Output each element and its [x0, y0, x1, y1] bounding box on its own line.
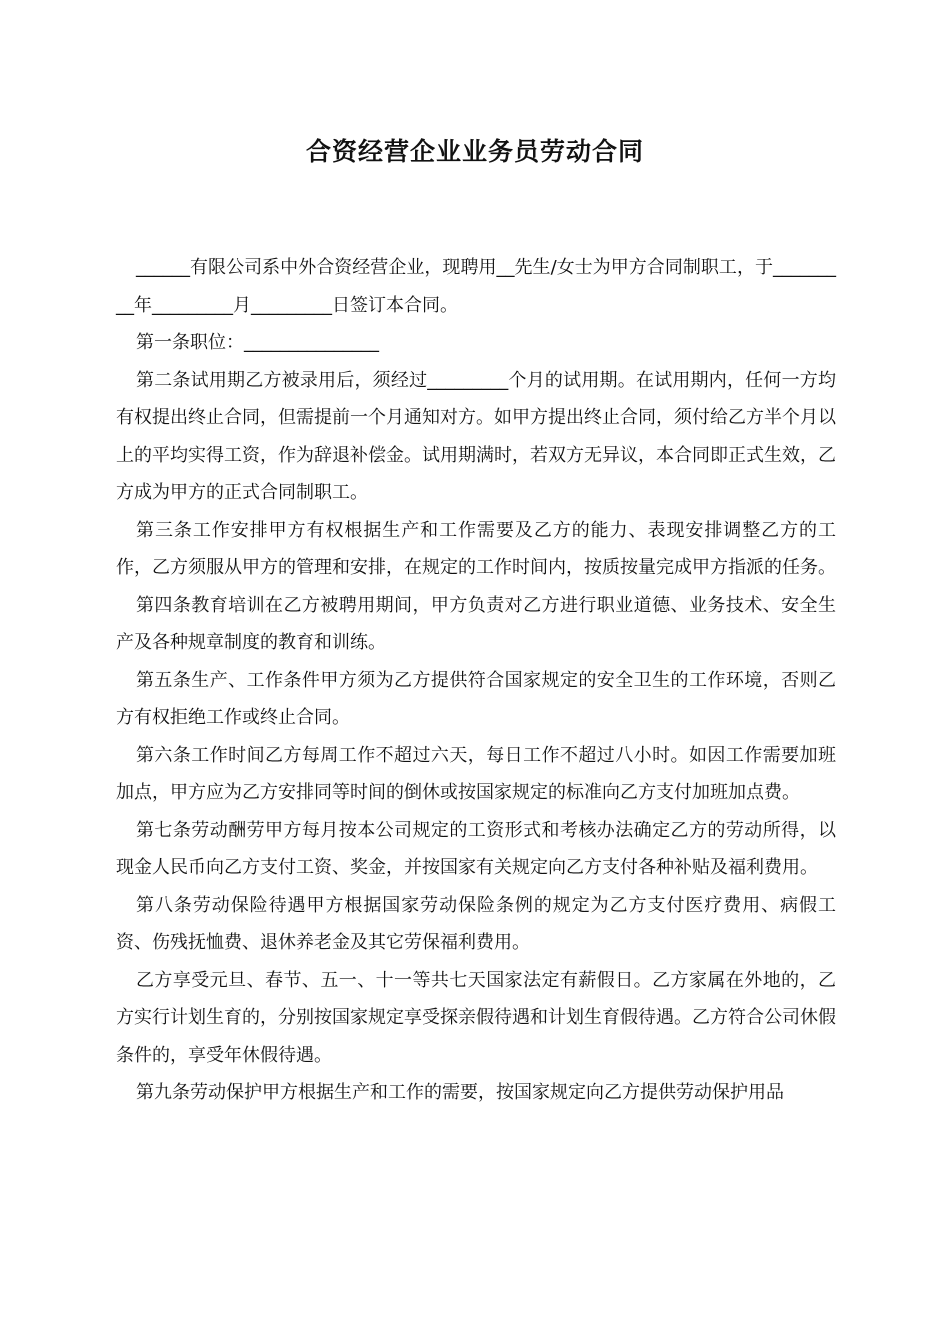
paragraph-holidays: 乙方享受元旦、春节、五一、十一等共七天国家法定有薪假日。乙方家属在外地的，乙方实行计划生育的，分别按国家规定享受探亲假待遇和计划生育假待遇。乙方符合公司休假条件的，享受年休假待遇。	[116, 969, 836, 1066]
paragraph-article-9: 第九条劳动保护甲方根据生产和工作的需要，按国家规定向乙方提供劳动保护用品	[136, 1082, 784, 1103]
document-body	[116, 249, 836, 1112]
paragraph-article-4: 第四条教育培训在乙方被聘用期间，甲方负责对乙方进行职业道德、业务技术、安全生产及各种规章制度的教育和训练。	[116, 594, 836, 653]
paragraph-article-7: 第七条劳动酬劳甲方每月按本公司规定的工资形式和考核办法确定乙方的劳动所得，以现金人民币向乙方支付工资、奖金，并按国家有关规定向乙方支付各种补贴及福利费用。	[116, 819, 836, 878]
paragraph-article-5: 第五条生产、工作条件甲方须为乙方提供符合国家规定的安全卫生的工作环境，否则乙方有权拒绝工作或终止合同。	[116, 669, 836, 728]
paragraph-intro: ______有限公司系中外合资经营企业，现聘用__先生/女士为甲方合同制职工，于_________年_________月_________日签订本合同。	[116, 257, 836, 316]
paragraph-article-1: 第一条职位：_______________	[136, 332, 379, 353]
paragraph-article-8: 第八条劳动保险待遇甲方根据国家劳动保险条例的规定为乙方支付医疗费用、病假工资、伤残抚恤费、退休养老金及其它劳保福利费用。	[116, 894, 836, 953]
document-title: 合资经营企业业务员劳动合同	[305, 137, 644, 166]
paragraph-article-3: 第三条工作安排甲方有权根据生产和工作需要及乙方的能力、表现安排调整乙方的工作，乙方须服从甲方的管理和安排，在规定的工作时间内，按质按量完成甲方指派的任务。	[116, 519, 836, 578]
paragraph-article-6: 第六条工作时间乙方每周工作不超过六天，每日工作不超过八小时。如因工作需要加班加点，甲方应为乙方安排同等时间的倒休或按国家规定的标准向乙方支付加班加点费。	[116, 744, 836, 803]
paragraph-article-2: 第二条试用期乙方被录用后，须经过_________个月的试用期。在试用期内，任何一方均有权提出终止合同，但需提前一个月通知对方。如甲方提出终止合同，须付给乙方半个月以上的平均实得工资，作为辞退补偿金。试用期满时，若双方无异议，本合同即正式生效，乙方成为甲方的正式合同制职工。	[116, 369, 836, 503]
